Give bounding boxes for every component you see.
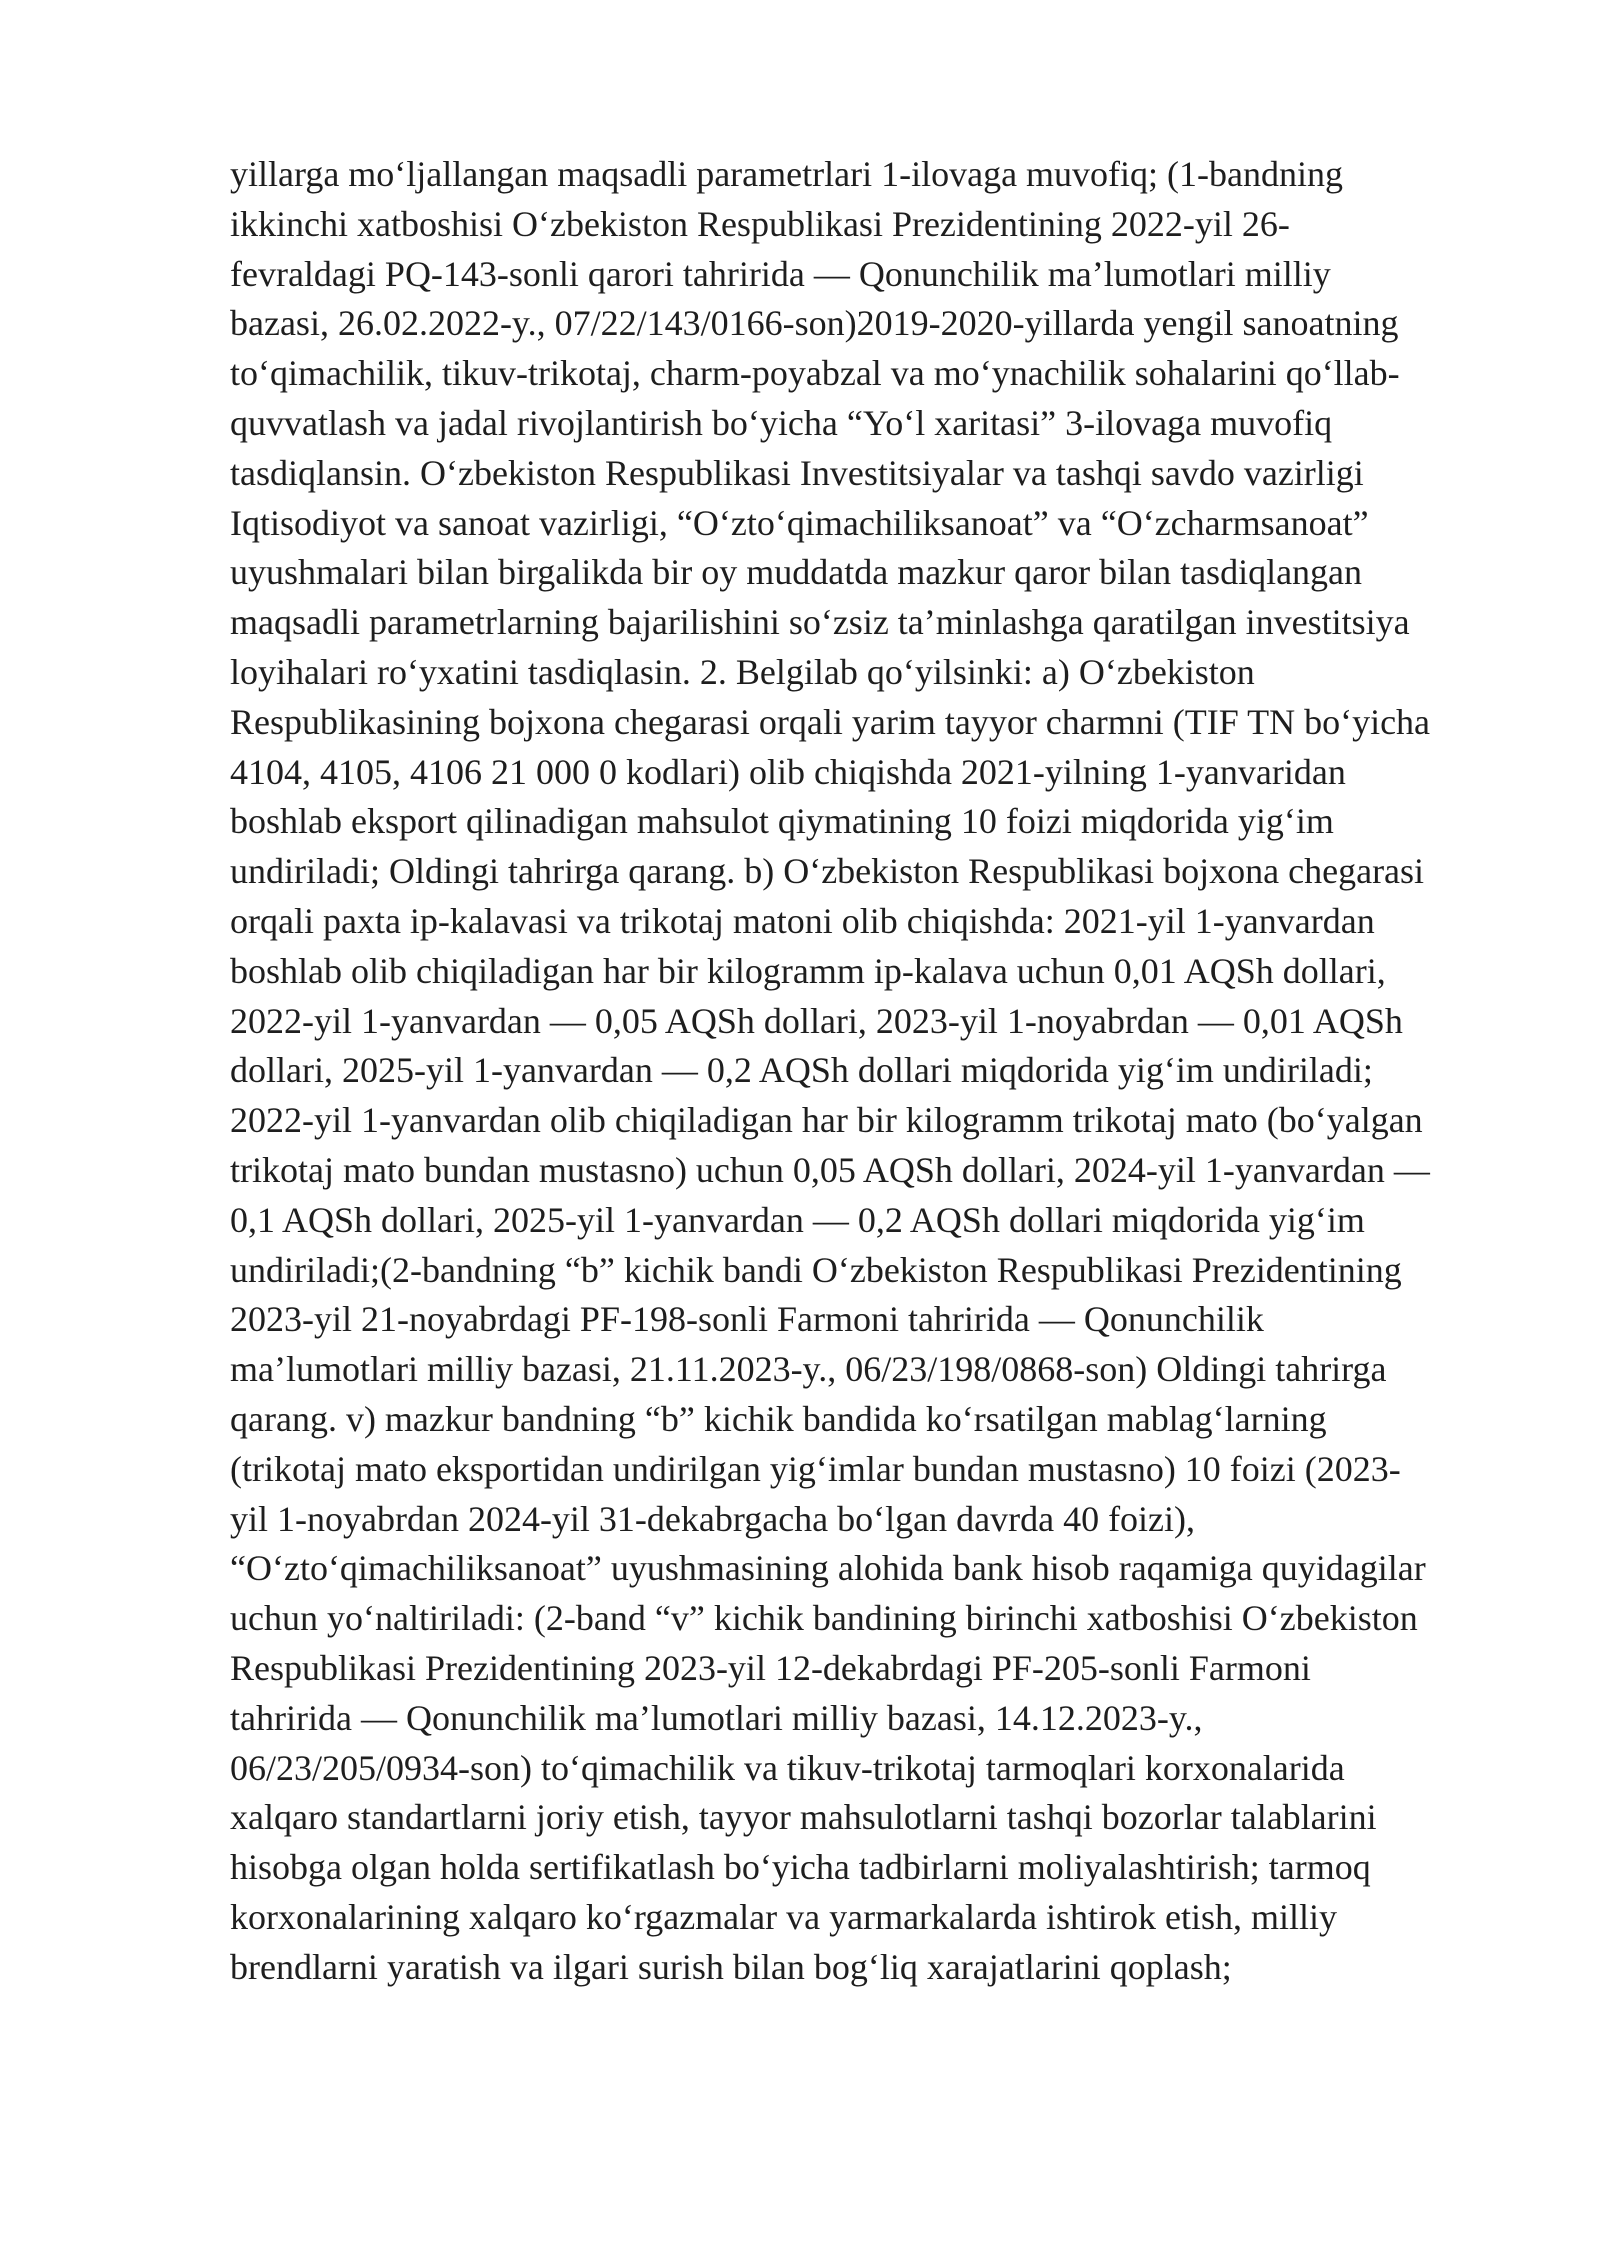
text-line: maqsadli parametrlarning bajarilishini so‘zsiz ta’minlashga qaratilgan investitsiya [230,602,1410,643]
text-line: uyushmalari bilan birgalikda bir oy muddatda mazkur qaror bilan tasdiqlangan [230,552,1363,593]
text-line: yillarga mo‘ljallangan maqsadli parametrlari 1-ilovaga muvofiq; (1-bandning [230,154,1343,194]
text-line: dollari, 2025-yil 1-yanvardan — 0,2 AQSh dollari miqdorida yig‘im undiriladi; [230,1050,1373,1091]
text-line: uchun yo‘naltiriladi: (2-band “v” kichik bandining birinchi xatboshisi O‘zbekiston [230,1598,1418,1639]
text-line: to‘qimachilik, tikuv-trikotaj, charm-poyabzal va mo‘ynachilik sohalarini qo‘llab- [230,353,1400,394]
text-line: undiriladi;(2-bandning “b” kichik bandi O‘zbekiston Respublikasi Prezidentining [230,1249,1402,1290]
text-line: 2022-yil 1-yanvardan olib chiqiladigan har bir kilogramm trikotaj mato (bo‘yalgan [230,1100,1423,1141]
text-line: boshlab eksport qilinadigan mahsulot qiymatining 10 foizi miqdorida yig‘im [230,801,1334,842]
text-line: undiriladi; Oldingi tahrirga qarang. b) O‘zbekiston Respublikasi bojxona chegarasi [230,851,1425,892]
text-line: orqali paxta ip-kalavasi va trikotaj matoni olib chiqishda: 2021-yil 1-yanvardan [230,900,1375,941]
text-line: hisobga olgan holda sertifikatlash bo‘yicha tadbirlarni moliyalashtirish; tarmoq [230,1847,1371,1888]
text-line: 4104, 4105, 4106 21 000 0 kodlari) olib chiqishda 2021-yilning 1-yanvaridan [230,751,1346,792]
text-line: 06/23/205/0934-son) to‘qimachilik va tikuv-trikotaj tarmoqlari korxonalarida [230,1747,1345,1788]
text-line: yil 1-noyabrdan 2024-yil 31-dekabrgacha bo‘lgan davrda 40 foizi), [230,1498,1196,1539]
text-line: trikotaj mato bundan mustasno) uchun 0,05 AQSh dollari, 2024-yil 1-yanvardan — [230,1149,1430,1190]
body-paragraph [230,150,1510,1992]
text-line: “O‘zto‘qimachiliksanoat” uyushmasining alohida bank hisob raqamiga quyidagilar [230,1548,1426,1589]
text-line: 2022-yil 1-yanvardan — 0,05 AQSh dollari, 2023-yil 1-noyabrdan — 0,01 AQSh [230,1000,1403,1041]
text-line: Respublikasining bojxona chegarasi orqali yarim tayyor charmni (TIF TN bo‘yicha [230,701,1431,742]
text-line: 0,1 AQSh dollari, 2025-yil 1-yanvardan — 0,2 AQSh dollari miqdorida yig‘im [230,1199,1365,1240]
text-line: quvvatlash va jadal rivojlantirish bo‘yicha “Yo‘l xaritasi” 3-ilovaga muvofiq [230,402,1333,443]
text-line: fevraldagi PQ-143-sonli qarori tahririda — Qonunchilik ma’lumotlari milliy [230,253,1331,294]
text-line: tahririda — Qonunchilik ma’lumotlari milliy bazasi, 14.12.2023-y., [230,1697,1203,1738]
text-line: tasdiqlansin. O‘zbekiston Respublikasi Investitsiyalar va tashqi savdo vazirligi [230,452,1364,493]
text-line: ikkinchi xatboshisi O‘zbekiston Respublikasi Prezidentining 2022-yil 26- [230,203,1290,244]
text-line: Respublikasi Prezidentining 2023-yil 12-dekabrdagi PF-205-sonli Farmoni [230,1647,1311,1688]
text-line: xalqaro standartlarni joriy etish, tayyor mahsulotlarni tashqi bozorlar talablarini [230,1797,1377,1838]
text-line: brendlarni yaratish va ilgari surish bilan bog‘liq xarajatlarini qoplash; [230,1946,1232,1987]
text-line: Iqtisodiyot va sanoat vazirligi, “O‘zto‘qimachiliksanoat” va “O‘zcharmsanoat” [230,502,1369,543]
text-line: ma’lumotlari milliy bazasi, 21.11.2023-y., 06/23/198/0868-son) Oldingi tahrirga [230,1349,1387,1390]
text-line: boshlab olib chiqiladigan har bir kilogramm ip-kalava uchun 0,01 AQSh dollari, [230,950,1386,991]
text-line: 2023-yil 21-noyabrdagi PF-198-sonli Farmoni tahririda — Qonunchilik [230,1299,1264,1340]
text-line: loyihalari ro‘yxatini tasdiqlasin. 2. Belgilab qo‘yilsinki: a) O‘zbekiston [230,651,1255,692]
text-line: bazasi, 26.02.2022-y., 07/22/143/0166-son)2019-2020-yillarda yengil sanoatning [230,303,1399,344]
text-line: qarang. v) mazkur bandning “b” kichik bandida ko‘rsatilgan mablag‘larning [230,1398,1327,1439]
text-line: korxonalarining xalqaro ko‘rgazmalar va yarmarkalarda ishtirok etish, milliy [230,1896,1337,1937]
text-line: (trikotaj mato eksportidan undirilgan yig‘imlar bundan mustasno) 10 foizi (2023- [230,1448,1401,1489]
